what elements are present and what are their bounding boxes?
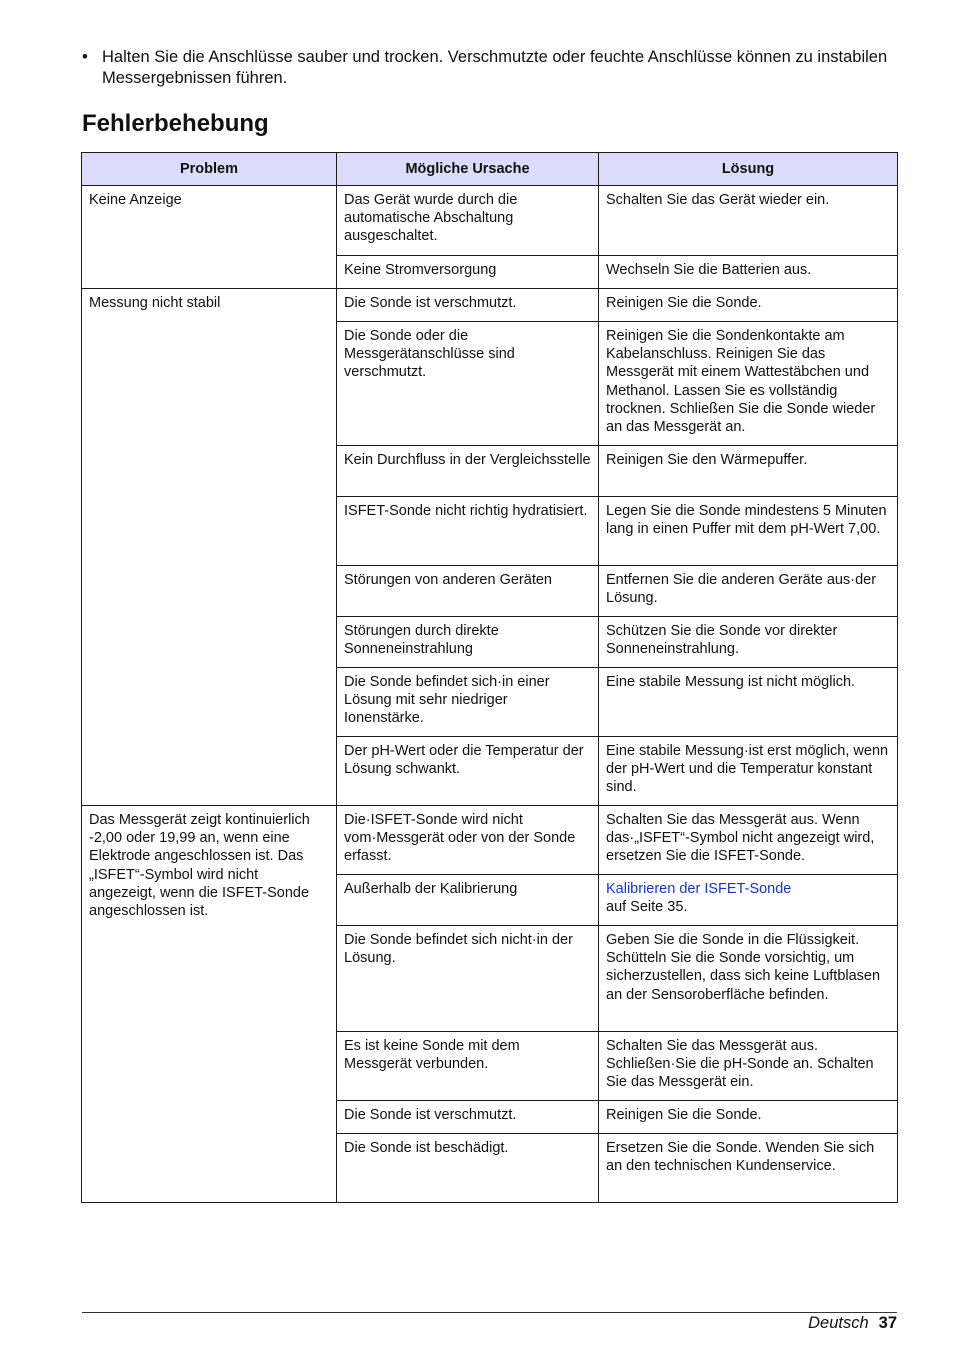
calibration-link[interactable]: Kalibrieren der ISFET-Sonde [606,881,792,897]
table-row [82,806,898,875]
solution-cell: Schützen Sie die Sonde vor direkter Sonneneinstrahlung. [599,617,898,668]
solution-cell: Reinigen Sie den Wärmepuffer. [599,446,898,497]
cause-cell: Kein Durchfluss in der Vergleichsstelle [337,446,599,497]
footer-divider [82,1312,897,1313]
solution-cell: Geben Sie die Sonde in die Flüssigkeit. Schütteln Sie die Sonde vorsichtig, um sicherzustellen, dass sich keine Luftblasen an der Sensoroberfläche befinden. [599,926,898,1032]
header-solution: Lösung [599,153,898,186]
cause-cell: Störungen von anderen Geräten [337,566,599,617]
cause-cell: Die Sonde ist verschmutzt. [337,1101,599,1134]
solution-cell: Reinigen Sie die Sonde. [599,289,898,322]
solution-cell: Reinigen Sie die Sondenkontakte am Kabelanschluss. Reinigen Sie das Messgerät mit einem Wattestäbchen und Methanol. Lassen Sie es vollständig trocknen. Schließen Sie die Sonde wieder an das Messgerät an. [599,322,898,446]
table-header-row [82,153,898,186]
solution-cell: Schalten Sie das Gerät wieder ein. [599,186,898,256]
table-row [82,186,898,256]
solution-cell: Eine stabile Messung·ist erst möglich, wenn der pH-Wert und die Temperatur konstant sind. [599,737,898,806]
cause-cell: Die Sonde ist verschmutzt. [337,289,599,322]
page-footer [808,1312,897,1334]
cause-cell: ISFET-Sonde nicht richtig hydratisiert. [337,497,599,566]
solution-cell: Eine stabile Messung ist nicht möglich. [599,668,898,737]
cause-cell: Außerhalb der Kalibrierung [337,875,599,926]
cause-cell: Das Gerät wurde durch die automatische Abschaltung ausgeschaltet. [337,186,599,256]
bullet-text: Halten Sie die Anschlüsse sauber und trocken. Verschmutzte oder feuchte Anschlüsse können zu instabilen Messergebnissen führen. [102,48,888,87]
table-row [82,289,898,322]
footer-language: Deutsch [808,1314,869,1332]
problem-cell: Das Messgerät zeigt kontinuierlich -2,00 oder 19,99 an, wenn eine Elektrode angeschlossen ist. Das „ISFET“-Symbol wird nicht angezeigt, wenn die ISFET-Sonde angeschlossen ist. [82,806,337,1203]
solution-cell: Legen Sie die Sonde mindestens 5 Minuten lang in einen Puffer mit dem pH-Wert 7,00. [599,497,898,566]
cause-cell: Die Sonde ist beschädigt. [337,1134,599,1203]
cause-cell: Die Sonde oder die Messgerätanschlüsse sind verschmutzt. [337,322,599,446]
solution-cell: Schalten Sie das Messgerät aus. Wenn das·„ISFET“-Symbol nicht angezeigt wird, ersetzen Sie die ISFET-Sonde. [599,806,898,875]
cause-cell: Es ist keine Sonde mit dem Messgerät verbunden. [337,1032,599,1101]
solution-cell: Schalten Sie das Messgerät aus. Schließen·Sie die pH-Sonde an. Schalten Sie das Messgerät ein. [599,1032,898,1101]
cause-cell: Störungen durch direkte Sonneneinstrahlung [337,617,599,668]
troubleshooting-table [81,152,898,1203]
page-reference: auf Seite 35. [606,899,688,916]
problem-cell: Messung nicht stabil [82,289,337,806]
cause-cell: Keine Stromversorgung [337,256,599,289]
problem-cell: Keine Anzeige [82,186,337,289]
cause-cell: Der pH-Wert oder die Temperatur der Lösung schwankt. [337,737,599,806]
bullet-marker: • [82,48,88,66]
header-problem: Problem [82,153,337,186]
solution-cell: Ersetzen Sie die Sonde. Wenden Sie sich an den technischen Kundenservice. [599,1134,898,1203]
section-heading: Fehlerbehebung [82,110,269,137]
solution-cell: Wechseln Sie die Batterien aus. [599,256,898,289]
header-cause: Mögliche Ursache [337,153,599,186]
page-number: 37 [878,1314,897,1332]
cause-cell: Die·ISFET-Sonde wird nicht vom·Messgerät oder von der Sonde erfasst. [337,806,599,875]
solution-cell: Reinigen Sie die Sonde. [599,1101,898,1134]
cause-cell: Die Sonde befindet sich·in einer Lösung mit sehr niedriger Ionenstärke. [337,668,599,737]
solution-cell [599,875,898,926]
cause-cell: Die Sonde befindet sich nicht·in der Lösung. [337,926,599,1032]
intro-bullet [82,47,897,89]
solution-cell: Entfernen Sie die anderen Geräte aus·der Lösung. [599,566,898,617]
